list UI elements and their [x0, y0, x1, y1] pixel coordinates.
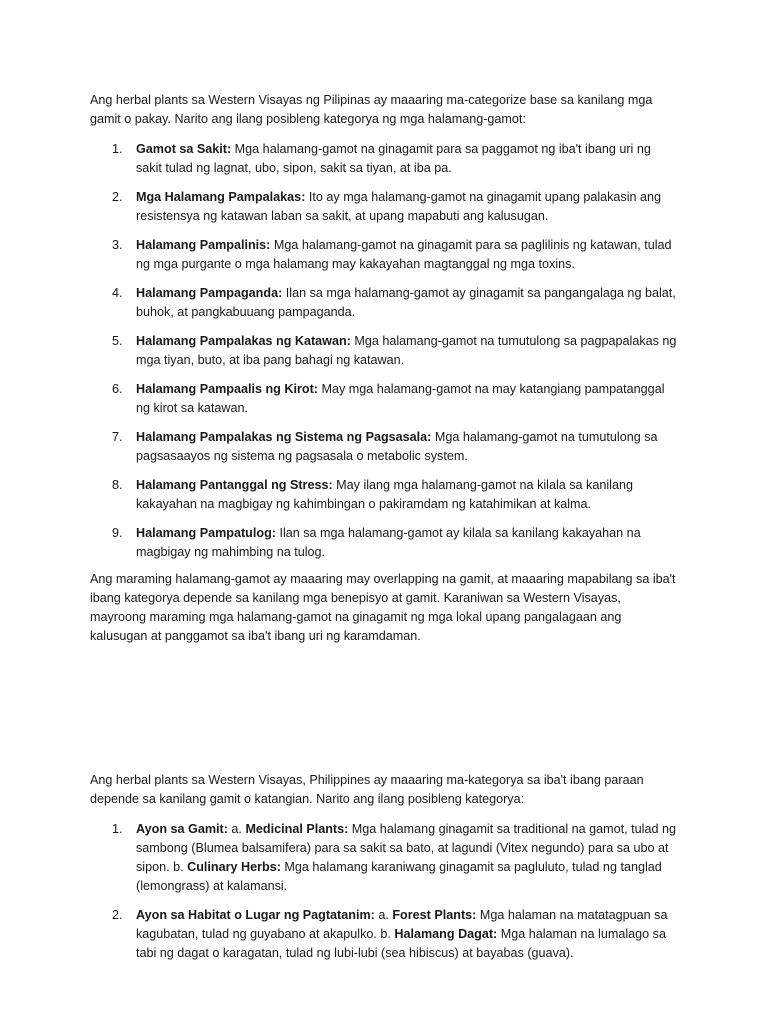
list-item [90, 380, 680, 418]
list-item [90, 236, 680, 274]
list-item [90, 524, 680, 562]
list-item [90, 188, 680, 226]
item-title: Ayon sa Gamit: [136, 822, 228, 836]
item-title: Halamang Pampalinis: [136, 238, 271, 252]
list-number: 4. [112, 286, 123, 300]
list-item [90, 428, 680, 466]
subitem-a-title: Forest Plants: [392, 908, 477, 922]
list-number: 6. [112, 382, 123, 396]
list-item [90, 332, 680, 370]
list-number: 3. [112, 238, 123, 252]
subitem-a-text: Mga halamang ginagamit sa traditional na gamot, tulad ng sambong (Blumea balsamifera) para sa sakit sa bato, at lagundi (Vitex negundo) para sa ubo at sipon. b. [136, 822, 676, 874]
item-title: Halamang Pampatulog: [136, 526, 276, 540]
list-number: 2. [112, 908, 123, 922]
subitem-a-title: Medicinal Plants: [245, 822, 349, 836]
item-text: Ito ay mga halamang-gamot na ginagamit upang palakasin ang resistensya ng katawan laban sa sakit, at upang mapabuti ang kalusugan. [136, 190, 662, 223]
list-item [90, 820, 680, 896]
subitem-b-title: Culinary Herbs: [187, 860, 281, 874]
list-number: 1. [112, 142, 123, 156]
item-title: Halamang Pampalakas ng Sistema ng Pagsasala: [136, 430, 432, 444]
item-text: Ilan sa mga halamang-gamot ay ginagamit sa pangangalaga ng balat, buhok, at pangkabuuang pampaganda. [136, 286, 676, 319]
subitem-b-title: Halamang Dagat: [394, 927, 498, 941]
list-number: 1. [112, 822, 123, 836]
list-number: 2. [112, 190, 123, 204]
numbered-list [90, 820, 680, 963]
list-number: 7. [112, 430, 123, 444]
list-number: 8. [112, 478, 123, 492]
intro-paragraph: Ang herbal plants sa Western Visayas, Philippines ay maaaring ma-kategorya sa iba't ibang paraan depende sa kanilang gamit o katangian. Narito ang ilang posibleng kategorya: [90, 773, 644, 806]
item-title: Halamang Pampaganda: [136, 286, 283, 300]
item-text: May mga halamang-gamot na may katangiang pampatanggal ng kirot sa katawan. [136, 382, 665, 415]
subitem-a-text: Mga halaman na matatagpuan sa kagubatan, tulad ng guyabano at akapulko. b. [136, 908, 668, 941]
list-item [90, 140, 680, 178]
intro-paragraph: Ang herbal plants sa Western Visayas ng Pilipinas ay maaaring ma-categorize base sa kanilang mga gamit o pakay. Narito ang ilang posibleng kategorya ng mga halamang-gamot: [90, 93, 653, 126]
list-number: 9. [112, 526, 123, 540]
item-title: Halamang Pampaalis ng Kirot: [136, 382, 318, 396]
section-plant-categories-by-purpose [90, 91, 680, 646]
numbered-list [90, 140, 680, 562]
subitem-b-text: Mga halamang karaniwang ginagamit sa pagluluto, tulad ng tanglad (lemongrass) at kalamansi. [136, 860, 662, 893]
item-text: Ilan sa mga halamang-gamot ay kilala sa kanilang kakayahan na magbigay ng mahimbing na tulog. [136, 526, 641, 559]
item-title: Halamang Pampalakas ng Katawan: [136, 334, 351, 348]
list-item [90, 906, 680, 963]
list-number: 5. [112, 334, 123, 348]
item-title: Ayon sa Habitat o Lugar ng Pagtatanim: [136, 908, 375, 922]
item-text: May ilang mga halamang-gamot na kilala sa kanilang kakayahan na magbigay ng kahimbingan o pakiramdam ng katahimikan at kalma. [136, 478, 633, 511]
subitem-a-prefix: a. [374, 908, 393, 922]
list-item [90, 476, 680, 514]
item-title: Halamang Pantanggal ng Stress: [136, 478, 333, 492]
subitem-b-text: Mga halaman na lumalago sa tabi ng dagat o karagatan, tulad ng lubi-lubi (sea hibiscus) at bayabas (guava). [136, 927, 666, 960]
closing-paragraph: Ang maraming halamang-gamot ay maaaring may overlapping na gamit, at maaaring mapabilang sa iba't ibang kategorya depende sa kanilang mga benepisyo at gamit. Karaniwan sa Western Visayas, mayroong maraming mga halamang-gamot na ginagamit ng mga lokal upang pangalagaan ang kalusugan at panggamot sa iba't ibang uri ng karamdaman. [90, 572, 676, 643]
section-plant-categories-by-type [90, 771, 680, 973]
item-text: Mga halamang-gamot na tumutulong sa pagpapalakas ng mga tiyan, buto, at iba pang bahagi ng katawan. [136, 334, 677, 367]
list-item [90, 284, 680, 322]
item-text: Mga halamang-gamot na ginagamit para sa paggamot ng iba't ibang uri ng sakit tulad ng lagnat, ubo, sipon, sakit sa tiyan, at iba pa. [136, 142, 651, 175]
item-title: Mga Halamang Pampalakas: [136, 190, 306, 204]
subitem-a-prefix: a. [227, 822, 246, 836]
item-text: Mga halamang-gamot na tumutulong sa pagsasaayos ng sistema ng pagsasala o metabolic system. [136, 430, 658, 463]
item-text: Mga halamang-gamot na ginagamit para sa paglilinis ng katawan, tulad ng mga purgante o mga halamang may kakayahan magtanggal ng mga toxins. [136, 238, 672, 271]
item-title: Gamot sa Sakit: [136, 142, 232, 156]
